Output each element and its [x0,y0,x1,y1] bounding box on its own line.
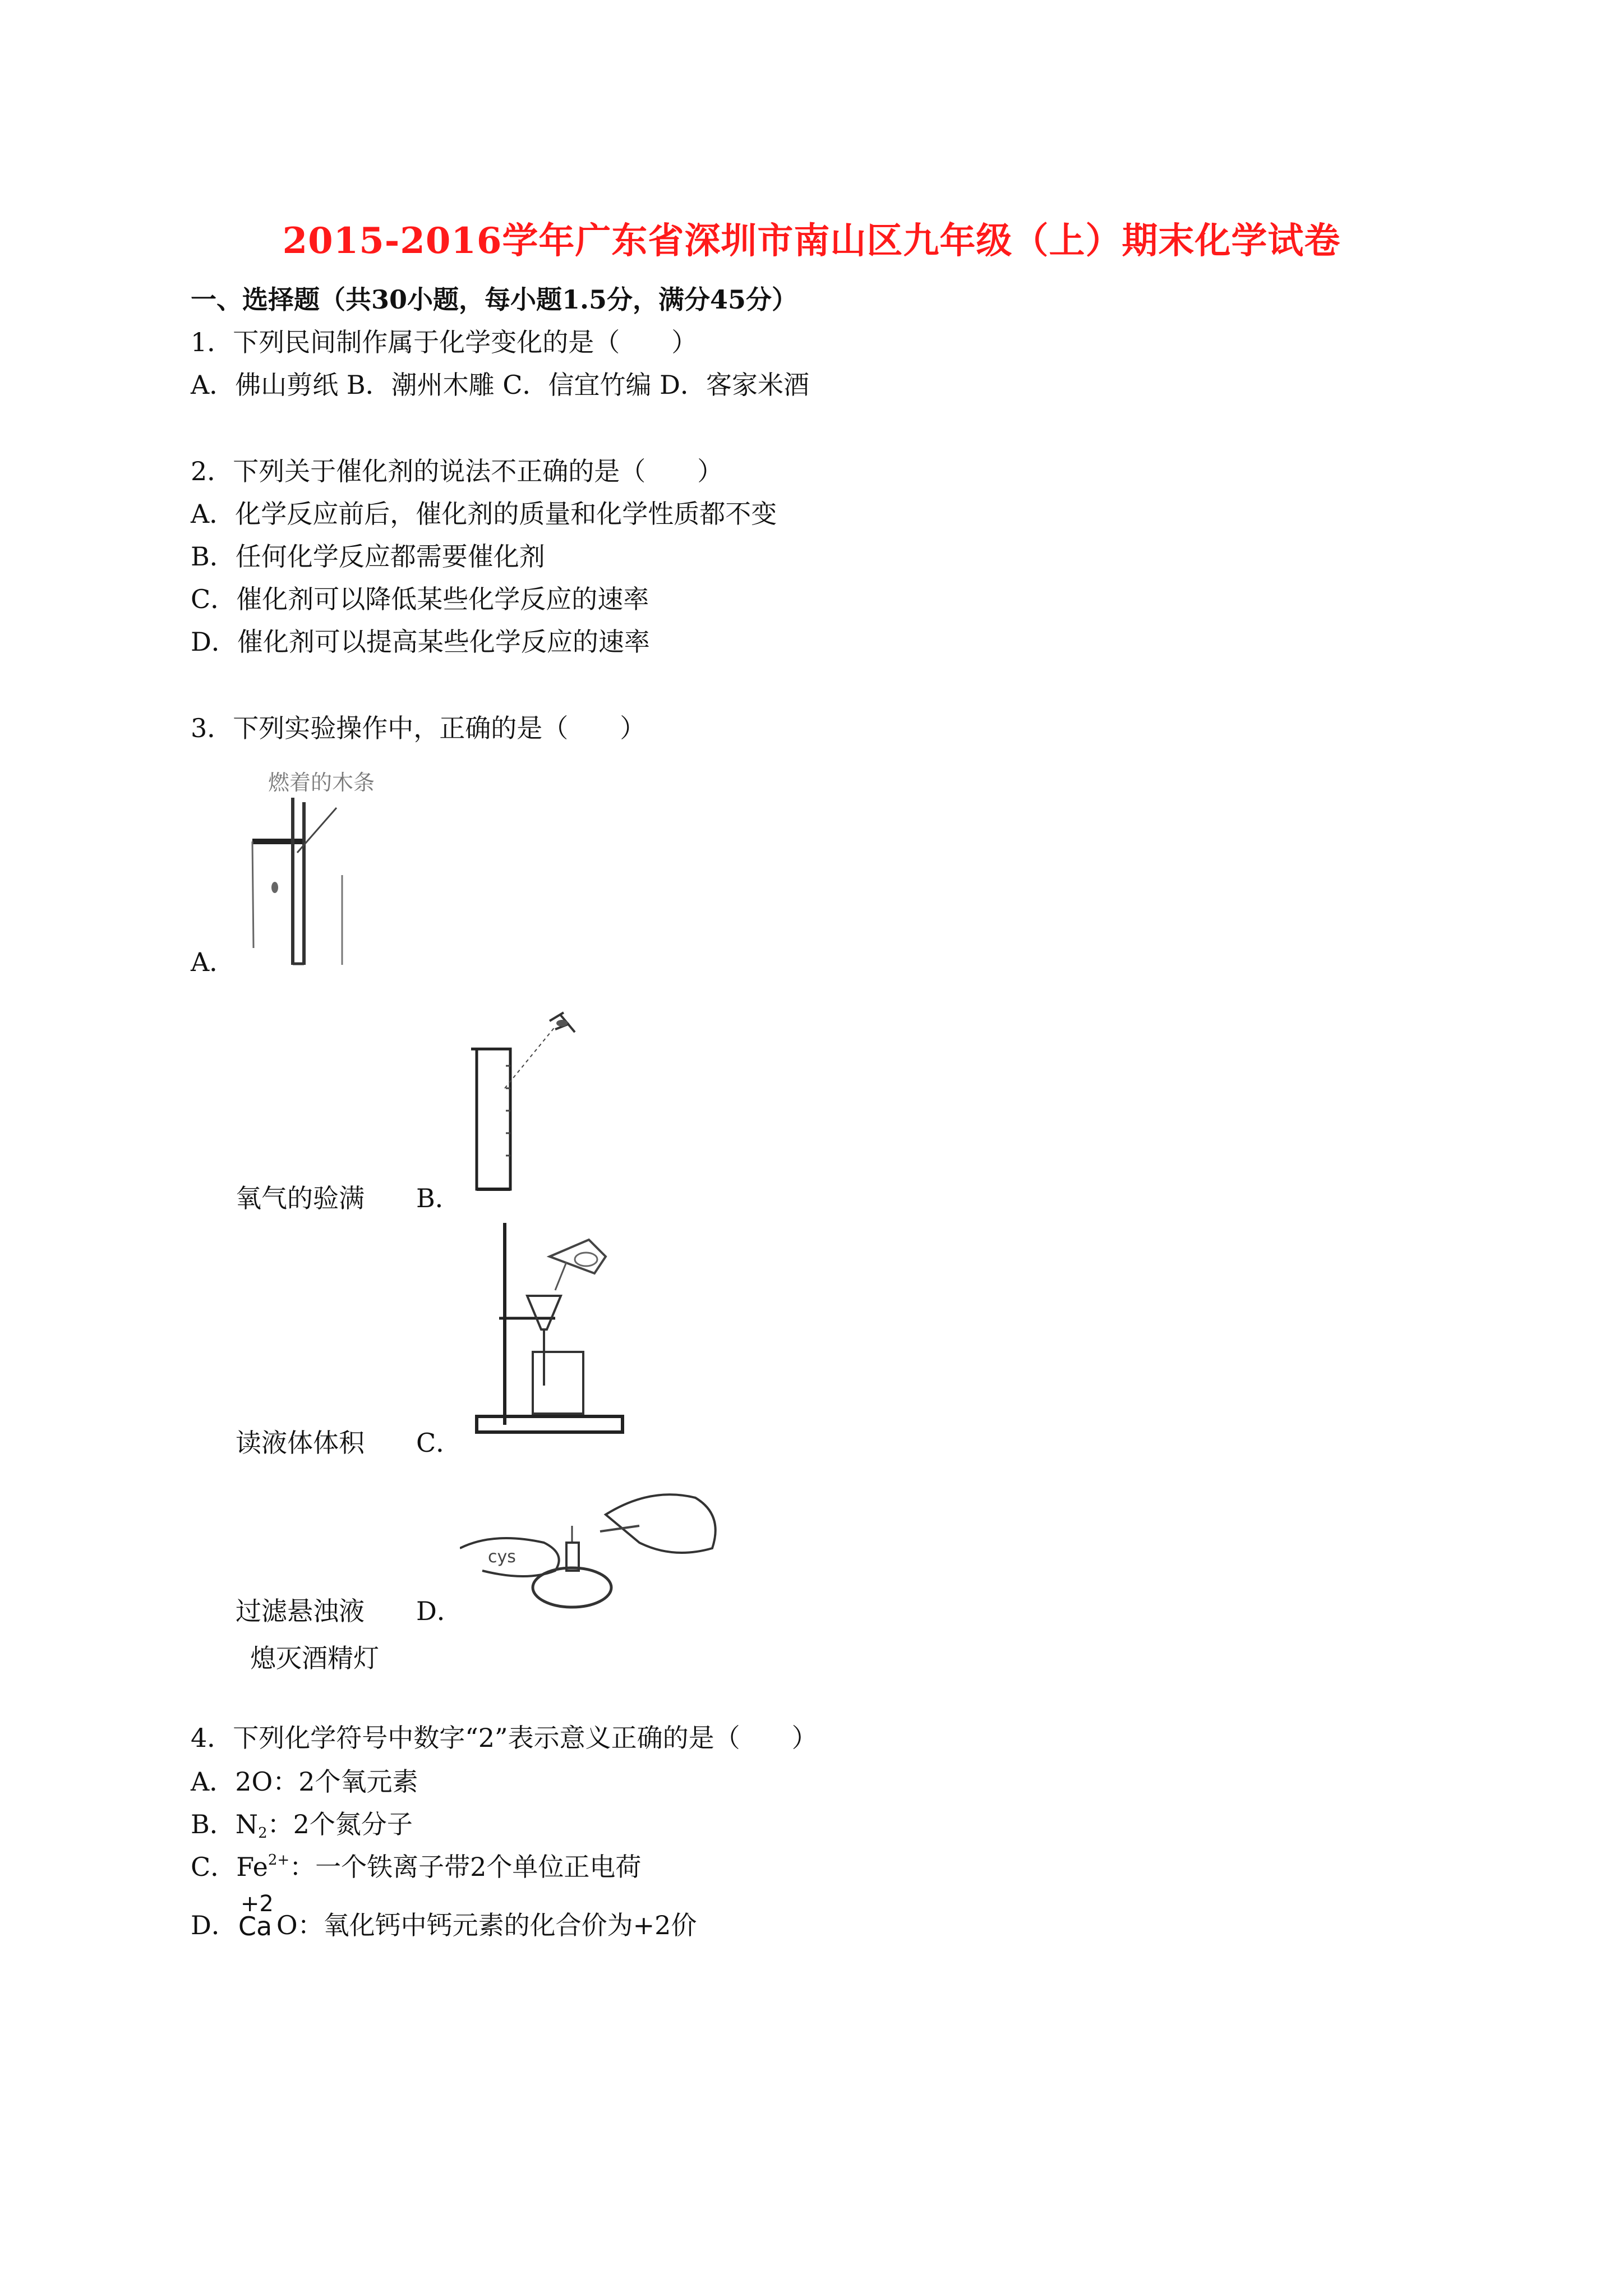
section-heading: 一、选择题（共30小题，每小题1.5分，满分45分） [191,284,798,315]
q4-stem: 4．下列化学符号中数字“2”表示意义正确的是（ ） [191,1723,818,1753]
valence-element: Ca [238,1911,273,1941]
q3-figure-a [241,763,432,976]
q4-option-b-prefix: B．N [191,1809,259,1839]
q3-caption-a: 氧气的验满 [236,1183,365,1213]
valence-symbol [237,1891,276,1942]
q2-stem: 2．下列关于催化剂的说法不正确的是（ ） [191,456,723,486]
q1-stem: 1．下列民间制作属于化学变化的是（ ） [191,327,698,357]
q4-option-c [191,1850,641,1884]
q4-option-a: A．2O：2个氧元素 [191,1766,418,1797]
q3-option-a-label: A． [191,947,236,977]
q2-option-c: C．催化剂可以降低某些化学反应的速率 [191,584,649,614]
q4-option-b [191,1807,413,1841]
q3-option-b-label: B． [416,1183,461,1213]
page-title: 2015-2016学年广东省深圳市南山区九年级（上）期末化学试卷 [282,220,1341,262]
svg-text:燃着的木条: 燃着的木条 [268,770,375,795]
q4-option-c-prefix: C．Fe [191,1852,268,1882]
q4-option-d-prefix: D． [191,1910,237,1940]
valence-number: +2 [240,1891,274,1917]
q3-stem: 3．下列实验操作中，正确的是（ ） [191,713,646,743]
q2-option-d: D．催化剂可以提高某些化学反应的速率 [191,627,650,657]
q3-figure-d [460,1481,729,1616]
q3-figure-c [465,1217,634,1442]
q4-option-b-subscript: 2 [258,1825,268,1842]
q2-option-b: B．任何化学反应都需要催化剂 [191,541,545,572]
q3-caption-c: 过滤悬浊液 [236,1596,365,1626]
q4-option-c-text: ：一个铁离子带2个单位正电荷 [289,1852,642,1882]
q1-options: A．佛山剪纸 B．潮州木雕 C．信宜竹编 D．客家米酒 [191,370,809,400]
q3-figure-b [465,1004,594,1195]
q3-option-c-label: C． [416,1428,462,1458]
q3-caption-b: 读液体体积 [236,1428,365,1458]
q3-caption-d: 熄灭酒精灯 [250,1643,379,1673]
q4-option-d-text: O：氧化钙中钙元素的化合价为+2价 [276,1910,697,1940]
q4-option-d [191,1891,697,1942]
q4-option-b-text: ：2个氮分子 [267,1809,413,1839]
q2-option-a: A．化学反应前后，催化剂的质量和化学性质都不变 [191,499,777,529]
svg-text:cys: cys [488,1547,516,1567]
q4-option-c-superscript: 2+ [268,1852,290,1869]
q3-option-d-label: D． [416,1596,463,1626]
